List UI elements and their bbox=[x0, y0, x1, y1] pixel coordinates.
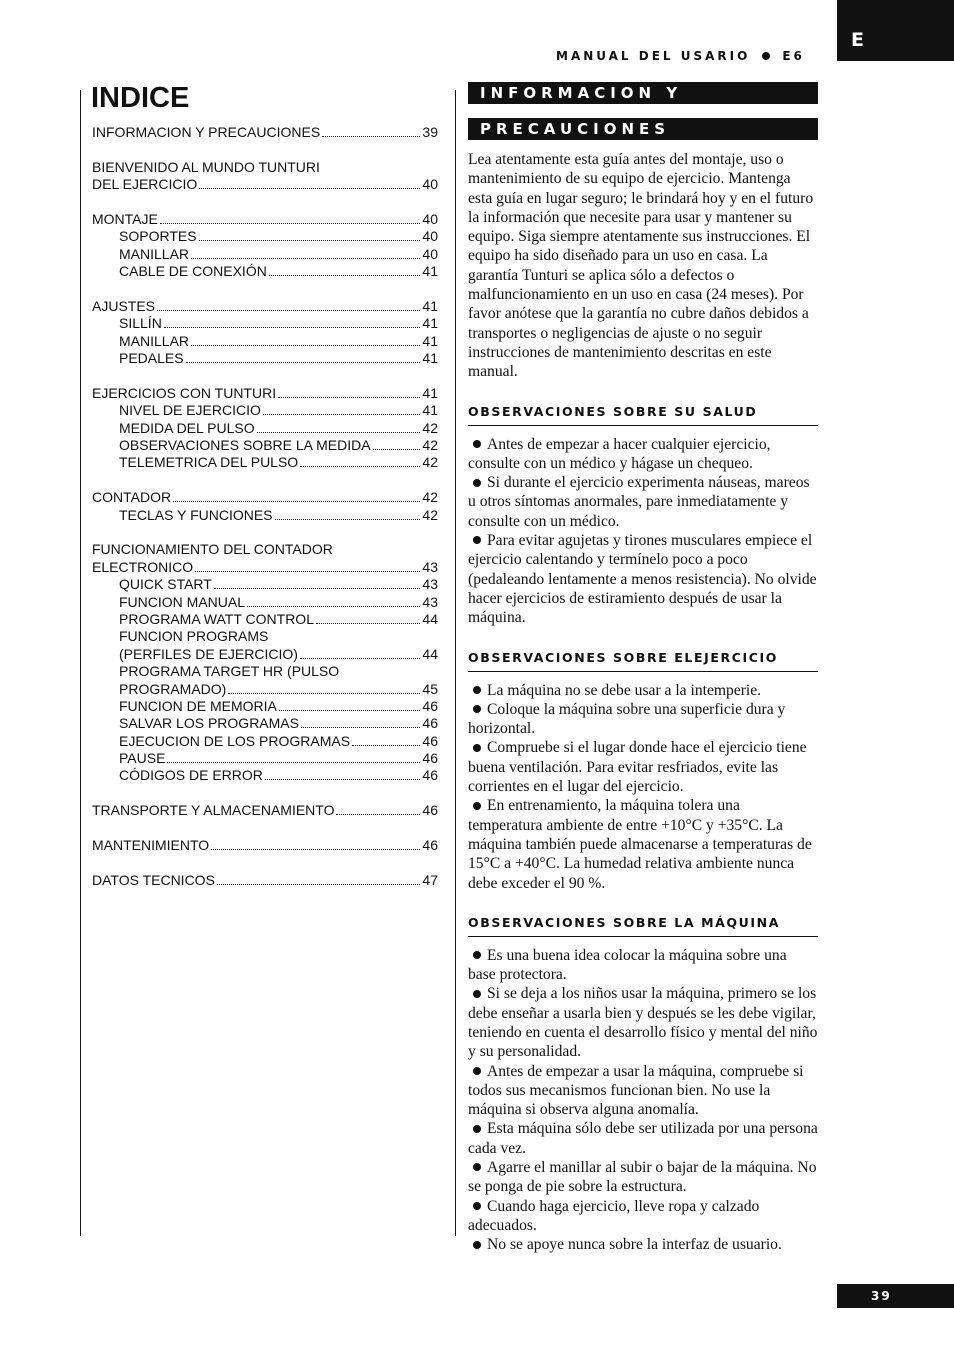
toc-entry-title: INFORMACION Y PRECAUCIONES bbox=[92, 124, 321, 140]
toc-entry bbox=[92, 385, 438, 402]
toc-leader-dots bbox=[167, 762, 420, 763]
toc-title: INDICE bbox=[91, 82, 190, 114]
toc-entry-title: PROGRAMA WATT CONTROL bbox=[119, 610, 314, 627]
toc-page-number: 39 bbox=[422, 124, 438, 140]
toc-entry-title: MANILLAR bbox=[119, 332, 190, 349]
toc-page-number: 44 bbox=[422, 645, 438, 662]
toc-entry-title: CABLE DE CONEXIÓN bbox=[119, 263, 267, 280]
toc-page-number: 46 bbox=[422, 802, 438, 819]
toc-leader-dots bbox=[160, 223, 421, 224]
bullet-item bbox=[468, 1158, 818, 1197]
toc-entry-title: ELECTRONICO bbox=[92, 558, 194, 575]
toc-page-number: 45 bbox=[422, 680, 438, 697]
toc-page-number: 42 bbox=[422, 489, 438, 506]
toc-entry bbox=[92, 541, 438, 558]
toc-page-number: 41 bbox=[422, 350, 438, 367]
toc-group bbox=[92, 211, 438, 281]
language-tab-label: E bbox=[851, 29, 864, 51]
toc-page-number: 46 bbox=[422, 732, 438, 749]
toc-entry-title: PEDALES bbox=[119, 350, 184, 367]
toc-page-number: 42 bbox=[422, 506, 438, 523]
bullet-icon bbox=[473, 802, 481, 810]
toc-subentry bbox=[92, 437, 438, 454]
bullet-text: No se apoye nunca sobre la interfaz de usuario. bbox=[487, 1236, 782, 1254]
toc-leader-dots bbox=[217, 884, 421, 885]
toc-leader-dots bbox=[157, 310, 420, 311]
section-heading: OBSERVACIONES SOBRE ELEJERCICIO bbox=[468, 650, 818, 672]
toc-entry-title: TRANSPORTE Y ALMACENAMIENTO bbox=[92, 802, 335, 819]
toc-entry-title: (PERFILES DE EJERCICIO) bbox=[119, 645, 298, 662]
toc-page-number: 44 bbox=[422, 610, 438, 627]
bullet-icon bbox=[473, 1202, 481, 1210]
toc-entry-title: SALVAR LOS PROGRAMAS bbox=[119, 715, 299, 732]
toc-leader-dots bbox=[228, 693, 420, 694]
toc-page-number: 43 bbox=[422, 558, 438, 575]
toc-subentry bbox=[92, 507, 438, 524]
bullet-icon bbox=[473, 744, 481, 752]
toc-entry bbox=[92, 176, 438, 193]
toc-leader-dots bbox=[316, 623, 420, 624]
toc-leader-dots bbox=[164, 327, 421, 328]
toc-leader-dots bbox=[300, 658, 421, 659]
bullet-icon bbox=[473, 686, 481, 694]
toc-leader-dots bbox=[247, 606, 420, 607]
bullet-text: Esta máquina sólo debe ser utilizada por una persona cada vez. bbox=[468, 1120, 818, 1157]
bullet-item bbox=[468, 1197, 818, 1236]
bullet-text: Coloque la máquina sobre una superficie dura y horizontal. bbox=[468, 700, 786, 738]
toc-page-number: 42 bbox=[422, 454, 438, 471]
column-divider bbox=[455, 90, 456, 1236]
toc-leader-dots bbox=[265, 779, 421, 780]
toc-entry-title: FUNCION PROGRAMS bbox=[119, 628, 269, 645]
toc-entry-title: MANILLAR bbox=[119, 245, 190, 262]
toc-subentry bbox=[92, 767, 438, 784]
toc-leader-dots bbox=[275, 519, 421, 520]
toc-entry-title: QUICK START bbox=[119, 576, 212, 593]
toc-entry-title: SOPORTES bbox=[119, 228, 197, 245]
toc-leader-dots bbox=[214, 588, 421, 589]
bullet-text: Agarre el manillar al subir o bajar de la máquina. No se ponga de pie sobre la estructura. bbox=[468, 1159, 817, 1196]
toc-leader-dots bbox=[352, 745, 420, 746]
toc-group bbox=[92, 802, 438, 819]
toc-page-number: 40 bbox=[422, 176, 438, 193]
bullet-item bbox=[468, 700, 818, 739]
toc-subentry bbox=[92, 350, 438, 367]
toc-leader-dots bbox=[269, 275, 421, 276]
toc-page-number: 41 bbox=[422, 315, 438, 332]
toc-subentry bbox=[92, 646, 438, 663]
toc-page-number: 42 bbox=[422, 419, 438, 436]
toc-subentry bbox=[92, 420, 438, 437]
toc-leader-dots bbox=[322, 136, 420, 137]
info-column bbox=[468, 82, 818, 1255]
section-heading: OBSERVACIONES SOBRE SU SALUD bbox=[468, 404, 818, 426]
toc-leader-dots bbox=[278, 397, 420, 398]
toc-subentry bbox=[92, 663, 438, 680]
bullet-text: Antes de empezar a usar la máquina, compruebe si todos sus mecanismos funcionan bien. No use la máquina si observa alguna anomalía. bbox=[468, 1062, 804, 1119]
toc-leader-dots bbox=[199, 240, 421, 241]
toc-subentry bbox=[92, 246, 438, 263]
bullet-item bbox=[468, 796, 818, 892]
toc-group bbox=[92, 385, 438, 472]
toc-subentry bbox=[92, 454, 438, 471]
toc-subentry bbox=[92, 681, 438, 698]
toc-page-number: 40 bbox=[422, 228, 438, 245]
toc-page-number: 41 bbox=[422, 263, 438, 280]
toc-subentry bbox=[92, 402, 438, 419]
bullet-item bbox=[468, 1119, 818, 1158]
bullet-icon bbox=[473, 951, 481, 959]
toc-entry-title: MANTENIMIENTO bbox=[92, 837, 210, 854]
toc-entry-title: PROGRAMA TARGET HR (PULSO bbox=[119, 663, 340, 680]
toc-entry bbox=[92, 159, 438, 176]
toc-leader-dots bbox=[191, 258, 420, 259]
toc-page-number: 46 bbox=[422, 837, 438, 854]
toc-page-number: 40 bbox=[422, 210, 438, 227]
toc-subentry bbox=[92, 263, 438, 280]
toc-page-number: 47 bbox=[422, 871, 438, 888]
section-banner-line2: PRECAUCIONES bbox=[468, 118, 818, 140]
toc-page-number: 43 bbox=[422, 576, 438, 593]
toc-page-number: 41 bbox=[422, 332, 438, 349]
toc-entry bbox=[92, 489, 438, 506]
bullet-icon bbox=[473, 1241, 481, 1249]
bullet-text: Compruebe si el lugar donde hace el ejercicio tiene buena ventilación. Para evitar resfriados, evite las corrientes en el lugar del ejercicio. bbox=[468, 739, 807, 796]
toc-subentry bbox=[92, 715, 438, 732]
bullet-text: Si se deja a los niños usar la máquina, primero se los debe enseñar a usarla bien y después se les debe vigilar, teniendo en cuenta el desarrollo físico y mental del niño y su personalidad. bbox=[468, 985, 818, 1061]
intro-paragraph: Lea atentamente esta guía antes del montaje, uso o mantenimiento de su equipo de ejercicio. Mantenga esta guía en lugar seguro; le brindará hoy y en el futuro la información que necesite para usar y mantener su equipo. Siga siempre atentamente sus instrucciones. El equipo ha sido diseñado para un uso en casa. La garantía Tunturi se aplica sólo a defectos o malfuncionamiento en un uso en casa (24 meses). Por favor anótese que la garantía no cubre daños debidos a transportes o negligencias de ajuste o no seguir instrucciones de mantenimiento descritas en este manual. bbox=[468, 151, 814, 381]
toc-leader-dots bbox=[199, 188, 420, 189]
toc-entry-title: EJERCICIOS CON TUNTURI bbox=[92, 384, 277, 401]
toc-entry-title: BIENVENIDO AL MUNDO TUNTURI bbox=[92, 158, 320, 175]
toc-subentry bbox=[92, 594, 438, 611]
bullet-item bbox=[468, 1062, 818, 1120]
toc-entry-title: FUNCION DE MEMORIA bbox=[119, 697, 277, 714]
bullet-dot-icon bbox=[762, 52, 770, 60]
toc-group bbox=[92, 159, 438, 194]
toc-page-number: 46 bbox=[422, 715, 438, 732]
bullet-icon bbox=[473, 440, 481, 448]
bullet-item bbox=[468, 473, 818, 531]
toc-page-number: 46 bbox=[422, 697, 438, 714]
toc-group bbox=[92, 541, 438, 784]
toc-leader-dots bbox=[279, 710, 421, 711]
language-tab bbox=[837, 0, 954, 61]
bullet-icon bbox=[473, 1163, 481, 1171]
toc-entry-title: MEDIDA DEL PULSO bbox=[119, 419, 255, 436]
bullet-item bbox=[468, 435, 818, 474]
bullet-icon bbox=[473, 536, 481, 544]
left-column-rule bbox=[80, 90, 81, 1236]
toc-page-number: 41 bbox=[422, 384, 438, 401]
toc-subentry bbox=[92, 698, 438, 715]
section-heading: OBSERVACIONES SOBRE LA MÁQUINA bbox=[468, 915, 818, 937]
bullet-text: Antes de empezar a hacer cualquier ejercicio, consulte con un médico y hágase un chequeo. bbox=[468, 435, 771, 472]
toc-subentry bbox=[92, 750, 438, 767]
toc-entry-title: TECLAS Y FUNCIONES bbox=[119, 506, 273, 523]
toc-leader-dots bbox=[301, 727, 420, 728]
toc-subentry bbox=[92, 333, 438, 350]
toc-subentry bbox=[92, 576, 438, 593]
toc-page-number: 42 bbox=[422, 437, 438, 454]
bullet-icon bbox=[473, 479, 481, 487]
page-number: 39 bbox=[871, 1289, 892, 1303]
bullet-item bbox=[468, 738, 818, 796]
toc-entry bbox=[92, 872, 438, 889]
page-header bbox=[556, 47, 805, 65]
toc-entry-title: AJUSTES bbox=[92, 297, 156, 314]
toc-entry-title: PROGRAMADO) bbox=[119, 680, 227, 697]
bullet-text: La máquina no se debe usar a la intemperie. bbox=[487, 681, 762, 699]
toc-entry-title: DEL EJERCICIO bbox=[92, 176, 198, 193]
toc-subentry bbox=[92, 733, 438, 750]
toc-entry-title: SILLÍN bbox=[119, 315, 162, 332]
toc-leader-dots bbox=[336, 814, 420, 815]
page-code: E6 bbox=[782, 49, 805, 63]
toc-group bbox=[92, 298, 438, 368]
toc-page-number: 46 bbox=[422, 750, 438, 767]
toc-page-number: 41 bbox=[422, 402, 438, 419]
toc-leader-dots bbox=[257, 432, 421, 433]
toc-page-number: 40 bbox=[422, 245, 438, 262]
toc-page-number: 41 bbox=[422, 297, 438, 314]
bullet-text: Si durante el ejercicio experimenta náuseas, mareos u otros síntomas anormales, pare inmediatamente y consulte con un médico. bbox=[468, 474, 810, 530]
bullet-text: Es una buena idea colocar la máquina sobre una base protectora. bbox=[468, 946, 787, 984]
toc-entry bbox=[92, 211, 438, 228]
page-number-box bbox=[837, 1284, 954, 1308]
toc-entry-title: NIVEL DE EJERCICIO bbox=[119, 402, 261, 419]
toc-leader-dots bbox=[186, 362, 421, 363]
bullet-text: En entrenamiento, la máquina tolera una temperatura ambiente de entre +10°C y +35°C. La máquina también puede almacenarse a temperaturas de 15°C a +40°C. La humedad relativa ambiente nunca debe exceder el 90 %. bbox=[468, 797, 812, 892]
bullet-item bbox=[468, 984, 818, 1061]
bullet-item bbox=[468, 946, 818, 985]
table-of-contents bbox=[92, 124, 438, 907]
toc-subentry bbox=[92, 628, 438, 645]
manual-label: MANUAL DEL USARIO bbox=[556, 49, 751, 63]
bullet-text: Cuando haga ejercicio, lleve ropa y calzado adecuados. bbox=[468, 1197, 760, 1234]
section-banner-line1: INFORMACION Y bbox=[468, 82, 818, 104]
bullet-icon bbox=[473, 1067, 481, 1075]
bullet-icon bbox=[473, 1125, 481, 1133]
toc-group bbox=[92, 872, 438, 889]
toc-entry-title: TELEMETRICA DEL PULSO bbox=[119, 454, 299, 471]
bullet-item bbox=[468, 1235, 818, 1254]
toc-entry bbox=[92, 298, 438, 315]
toc-entry bbox=[92, 802, 438, 819]
bullet-text: Para evitar agujetas y tirones musculares empiece el ejercicio calentando y termínelo poco a poco (pedaleando lentamente a menos resistencia). No olvide hacer ejercicios de estiramiento después de usar la máquina. bbox=[468, 532, 817, 627]
toc-page-number: 46 bbox=[422, 767, 438, 784]
toc-entry-title: MONTAJE bbox=[92, 210, 158, 227]
toc-leader-dots bbox=[191, 345, 420, 346]
toc-entry bbox=[92, 837, 438, 854]
toc-subentry bbox=[92, 611, 438, 628]
toc-group bbox=[92, 124, 438, 141]
toc-entry-title: OBSERVACIONES SOBRE LA MEDIDA bbox=[119, 437, 371, 454]
toc-leader-dots bbox=[195, 571, 420, 572]
toc-entry-title: CONTADOR bbox=[92, 489, 172, 506]
toc-page-number: 43 bbox=[422, 593, 438, 610]
toc-leader-dots bbox=[211, 849, 420, 850]
bullet-icon bbox=[473, 990, 481, 998]
toc-leader-dots bbox=[300, 466, 420, 467]
toc-leader-dots bbox=[263, 414, 421, 415]
bullet-item bbox=[468, 531, 818, 627]
toc-entry-title: FUNCIONAMIENTO DEL CONTADOR bbox=[92, 541, 333, 558]
toc-entry-title: DATOS TECNICOS bbox=[92, 871, 215, 888]
toc-group bbox=[92, 489, 438, 524]
bullet-icon bbox=[473, 705, 481, 713]
toc-entry-title: FUNCION MANUAL bbox=[119, 593, 246, 610]
toc-entry bbox=[92, 559, 438, 576]
toc-group bbox=[92, 837, 438, 854]
toc-leader-dots bbox=[173, 501, 420, 502]
toc-subentry bbox=[92, 315, 438, 332]
toc-entry-title: EJECUCION DE LOS PROGRAMAS bbox=[119, 732, 351, 749]
precaution-sections bbox=[468, 404, 818, 1255]
bullet-item bbox=[468, 681, 818, 700]
toc-entry-title: CÓDIGOS DE ERROR bbox=[119, 767, 263, 784]
toc-leader-dots bbox=[373, 449, 421, 450]
toc-subentry bbox=[92, 228, 438, 245]
toc-entry bbox=[92, 124, 438, 141]
toc-entry-title: PAUSE bbox=[119, 750, 166, 767]
